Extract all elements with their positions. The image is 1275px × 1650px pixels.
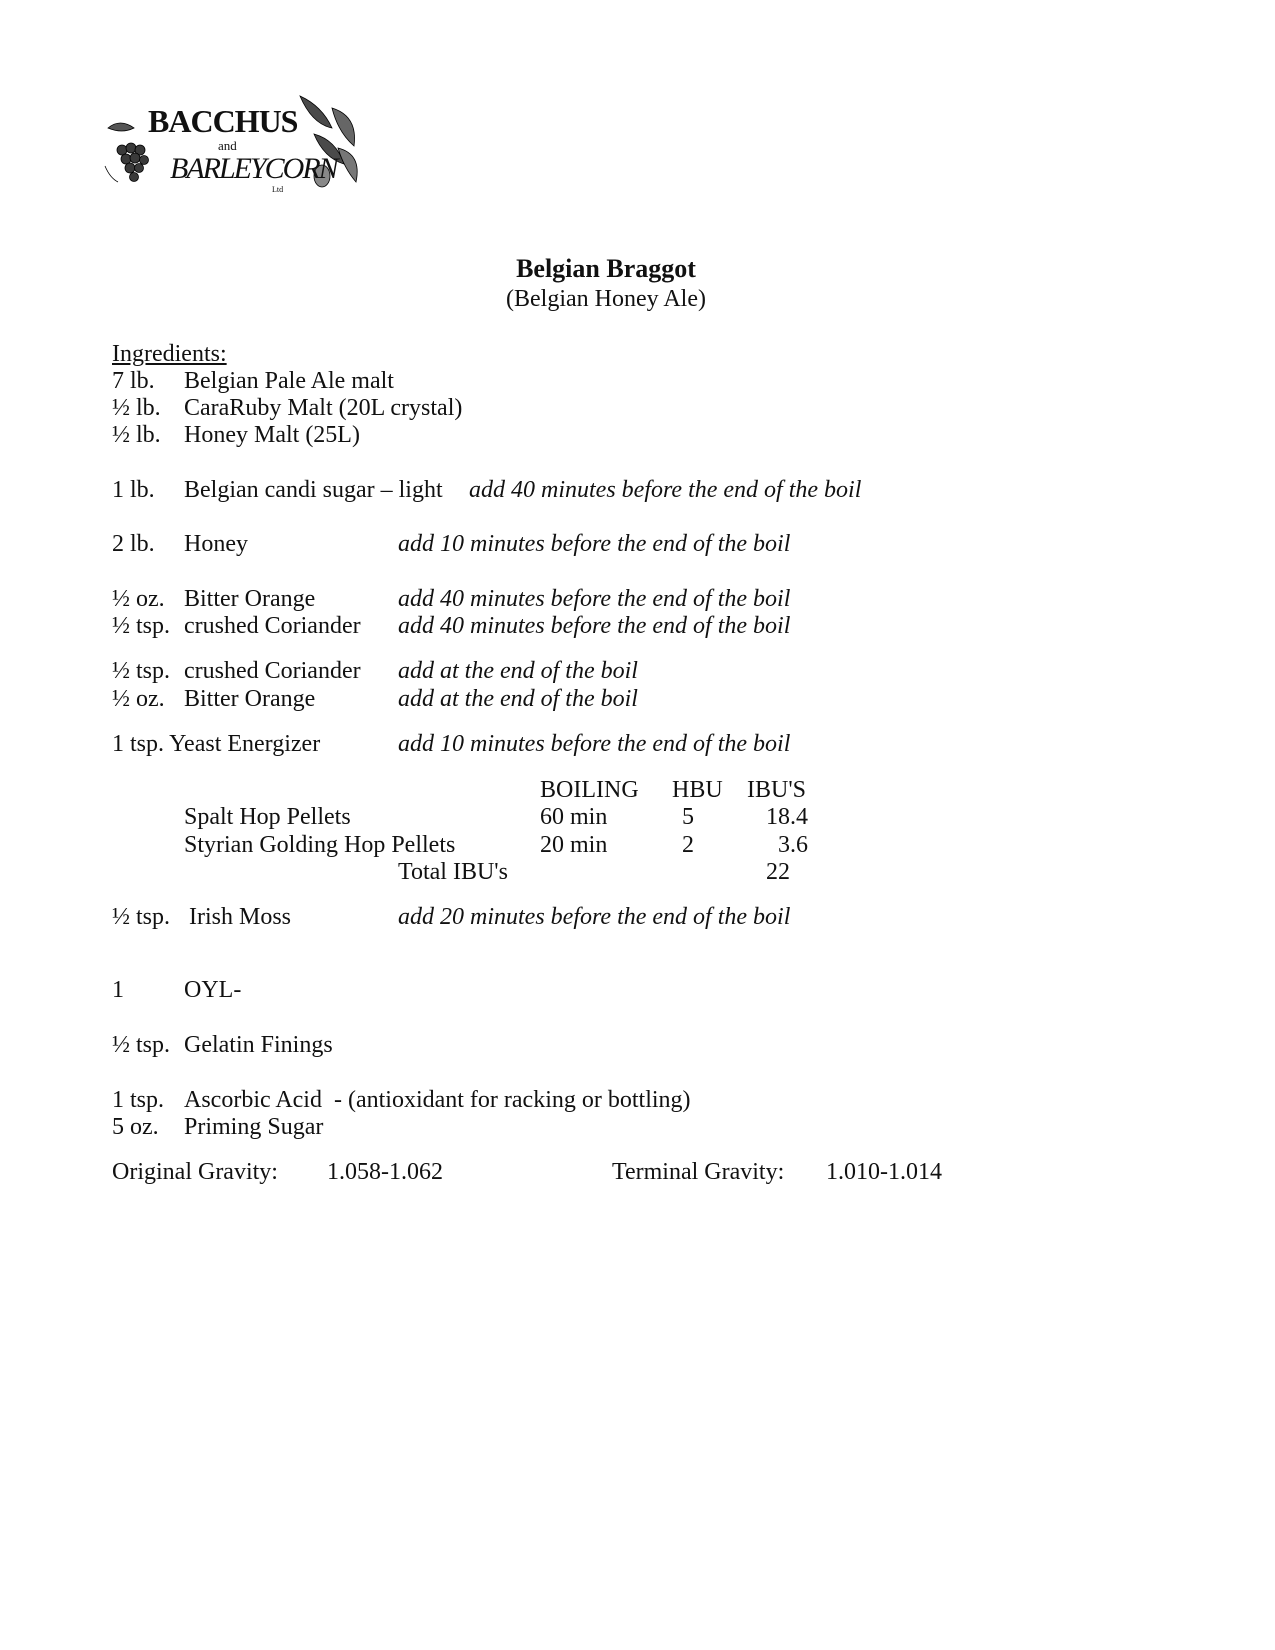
hops-header-ibus: IBU'S xyxy=(747,777,807,803)
candi-note: add 40 minutes before the end of the boil xyxy=(469,477,862,503)
hops-header-boiling: BOILING xyxy=(540,777,639,803)
gelatin-name: Gelatin Finings xyxy=(184,1032,333,1058)
malt-name: Honey Malt (25L) xyxy=(184,422,360,448)
hops-total-value: 22 xyxy=(766,859,790,885)
irish-moss-note: add 20 minutes before the end of the boil xyxy=(398,904,791,930)
ingredients-label: Ingredients: xyxy=(112,341,227,367)
irish-moss-qty: ½ tsp. xyxy=(112,904,171,930)
spice-qty: ½ tsp. xyxy=(112,658,171,684)
hops-total-label: Total IBU's xyxy=(398,859,508,885)
malt-name: Belgian Pale Ale malt xyxy=(184,368,394,394)
logo-barleycorn-text: BARLEYCORN xyxy=(170,152,337,185)
malt-qty: ½ lb. xyxy=(112,422,161,448)
hop-hbu: 5 xyxy=(682,804,694,830)
irish-moss-name: Irish Moss xyxy=(189,904,292,930)
yeast-energizer-note: add 10 minutes before the end of the boil xyxy=(398,731,791,757)
terminal-gravity-label: Terminal Gravity: xyxy=(612,1159,785,1185)
malt-qty: 7 lb. xyxy=(112,368,155,394)
candi-name: Belgian candi sugar – light xyxy=(184,477,443,503)
malt-name: CaraRuby Malt (20L crystal) xyxy=(184,395,463,421)
spice-name: crushed Coriander xyxy=(184,613,361,639)
yeast-qty: 1 xyxy=(112,977,124,1003)
yeast-energizer: 1 tsp. Yeast Energizer xyxy=(112,731,321,757)
hop-hbu: 2 xyxy=(682,832,694,858)
honey-name: Honey xyxy=(184,531,248,557)
spice-name: Bitter Orange xyxy=(184,686,316,712)
original-gravity-value: 1.058-1.062 xyxy=(327,1159,443,1185)
yeast-name: OYL- xyxy=(184,977,242,1003)
priming-name: Priming Sugar xyxy=(184,1114,324,1140)
spice-qty: ½ oz. xyxy=(112,686,165,712)
grape-cluster-icon xyxy=(105,123,149,182)
hop-boiling: 60 min xyxy=(540,804,608,830)
recipe-title: Belgian Braggot xyxy=(516,254,696,283)
honey-qty: 2 lb. xyxy=(112,531,155,557)
hop-name: Styrian Golding Hop Pellets xyxy=(184,832,456,858)
hop-ibus: 18.4 xyxy=(766,804,808,830)
candi-qty: 1 lb. xyxy=(112,477,155,503)
ascorbic-name: Ascorbic Acid - (antioxidant for racking or bottling) xyxy=(184,1087,691,1113)
logo-and-text: and xyxy=(218,138,237,153)
malt-qty: ½ lb. xyxy=(112,395,161,421)
spice-note: add 40 minutes before the end of the boil xyxy=(398,613,791,639)
hop-boiling: 20 min xyxy=(540,832,608,858)
hop-ibus: 3.6 xyxy=(778,832,808,858)
recipe-subtitle: (Belgian Honey Ale) xyxy=(506,286,706,312)
hops-header-hbu: HBU xyxy=(672,777,723,803)
logo-bacchus-text: BACCHUS xyxy=(148,103,298,139)
gelatin-qty: ½ tsp. xyxy=(112,1032,171,1058)
ascorbic-qty: 1 tsp. xyxy=(112,1087,165,1113)
logo-ltd-text: Ltd xyxy=(272,185,284,194)
spice-name: Bitter Orange xyxy=(184,586,316,612)
spice-note: add at the end of the boil xyxy=(398,658,638,684)
spice-note: add 40 minutes before the end of the boil xyxy=(398,586,791,612)
spice-qty: ½ tsp. xyxy=(112,613,171,639)
terminal-gravity-value: 1.010-1.014 xyxy=(826,1159,942,1185)
honey-note: add 10 minutes before the end of the boil xyxy=(398,531,791,557)
spice-note: add at the end of the boil xyxy=(398,686,638,712)
original-gravity-label: Original Gravity: xyxy=(112,1159,278,1185)
spice-name: crushed Coriander xyxy=(184,658,361,684)
spice-qty: ½ oz. xyxy=(112,586,165,612)
hop-name: Spalt Hop Pellets xyxy=(184,804,351,830)
priming-qty: 5 oz. xyxy=(112,1114,159,1140)
bacchus-barleycorn-logo xyxy=(100,88,365,208)
